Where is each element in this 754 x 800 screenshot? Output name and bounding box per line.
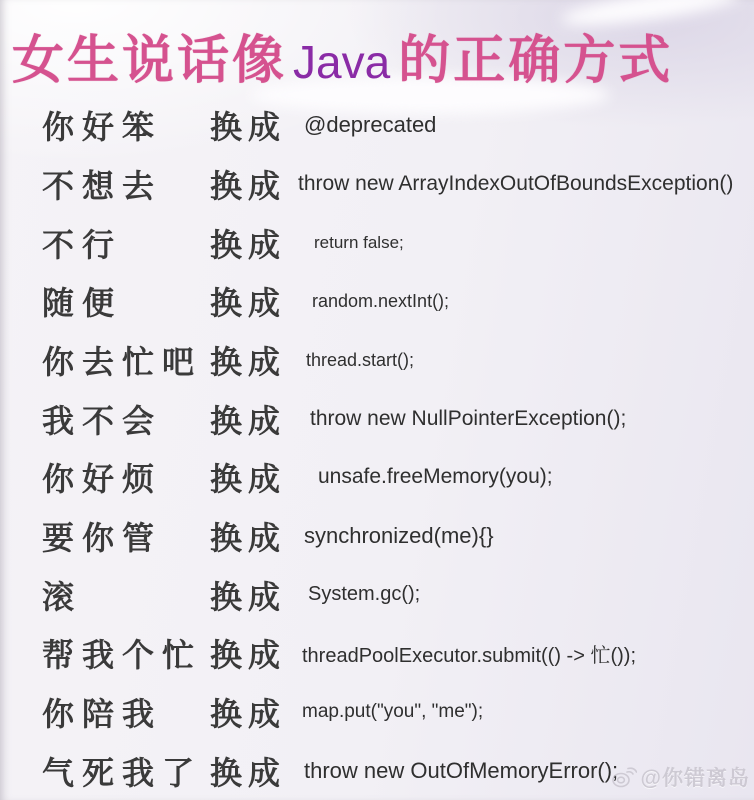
code-text: System.gc();	[308, 583, 421, 606]
replacement-row	[0, 331, 754, 390]
swap-label: 换成	[210, 109, 287, 146]
code-text: synchronized(me){}	[304, 523, 494, 549]
swap-label: 换成	[210, 344, 287, 381]
replacement-row	[0, 565, 754, 624]
phrase-text: 你好笨	[42, 109, 163, 146]
watermark-handle: @你错离岛	[640, 767, 750, 790]
swap-label: 换成	[210, 520, 287, 557]
replacement-row	[0, 272, 754, 331]
phrase-text: 帮我个忙	[42, 637, 203, 674]
replacement-list	[0, 96, 754, 800]
swap-label: 换成	[210, 578, 287, 615]
swap-label: 换成	[210, 637, 287, 674]
weibo-icon	[611, 766, 637, 788]
swap-label: 换成	[210, 754, 287, 791]
code-text: @deprecated	[304, 112, 437, 138]
replacement-row	[0, 155, 754, 214]
swap-label: 换成	[210, 226, 287, 263]
code-text: map.put("you", "me");	[302, 701, 484, 723]
phrase-text: 你陪我	[42, 696, 163, 733]
swap-label: 换成	[210, 696, 287, 733]
replacement-row	[0, 389, 754, 448]
phrase-text: 不行	[42, 226, 123, 263]
swap-label: 换成	[210, 285, 287, 322]
phrase-text: 要你管	[42, 520, 163, 557]
title-java-word: Java	[293, 36, 391, 88]
phrase-text: 你去忙吧	[42, 344, 203, 381]
replacement-row	[0, 683, 754, 742]
swap-label: 换成	[210, 168, 287, 204]
replacement-row	[0, 507, 754, 566]
phrase-text: 不想去	[42, 168, 163, 204]
code-text: threadPoolExecutor.submit(() -> 忙());	[302, 644, 636, 667]
code-text: throw new NullPointerException();	[310, 406, 627, 430]
watermark	[611, 762, 750, 792]
code-text: thread.start();	[306, 349, 415, 370]
phrase-text: 气死我了	[42, 754, 203, 791]
swap-label: 换成	[210, 402, 287, 439]
code-text: throw new ArrayIndexOutOfBoundsException()	[298, 172, 734, 195]
replacement-row	[0, 624, 754, 683]
phrase-text: 我不会	[42, 402, 163, 439]
phrase-text: 随便	[42, 285, 123, 322]
code-text: random.nextInt();	[312, 290, 450, 311]
title-suffix: 的正确方式	[398, 32, 674, 90]
phrase-text: 滚	[42, 578, 83, 615]
title-prefix: 女生说话像	[12, 32, 288, 90]
replacement-row	[0, 448, 754, 507]
code-text: unsafe.freeMemory(you);	[318, 465, 553, 489]
replacement-row	[0, 213, 754, 272]
swap-label: 换成	[210, 461, 287, 498]
phrase-text: 你好烦	[42, 461, 163, 498]
page-title	[12, 18, 752, 93]
replacement-row	[0, 96, 754, 155]
code-text: return false;	[314, 232, 404, 252]
code-text: throw new OutOfMemoryError();	[304, 757, 619, 783]
